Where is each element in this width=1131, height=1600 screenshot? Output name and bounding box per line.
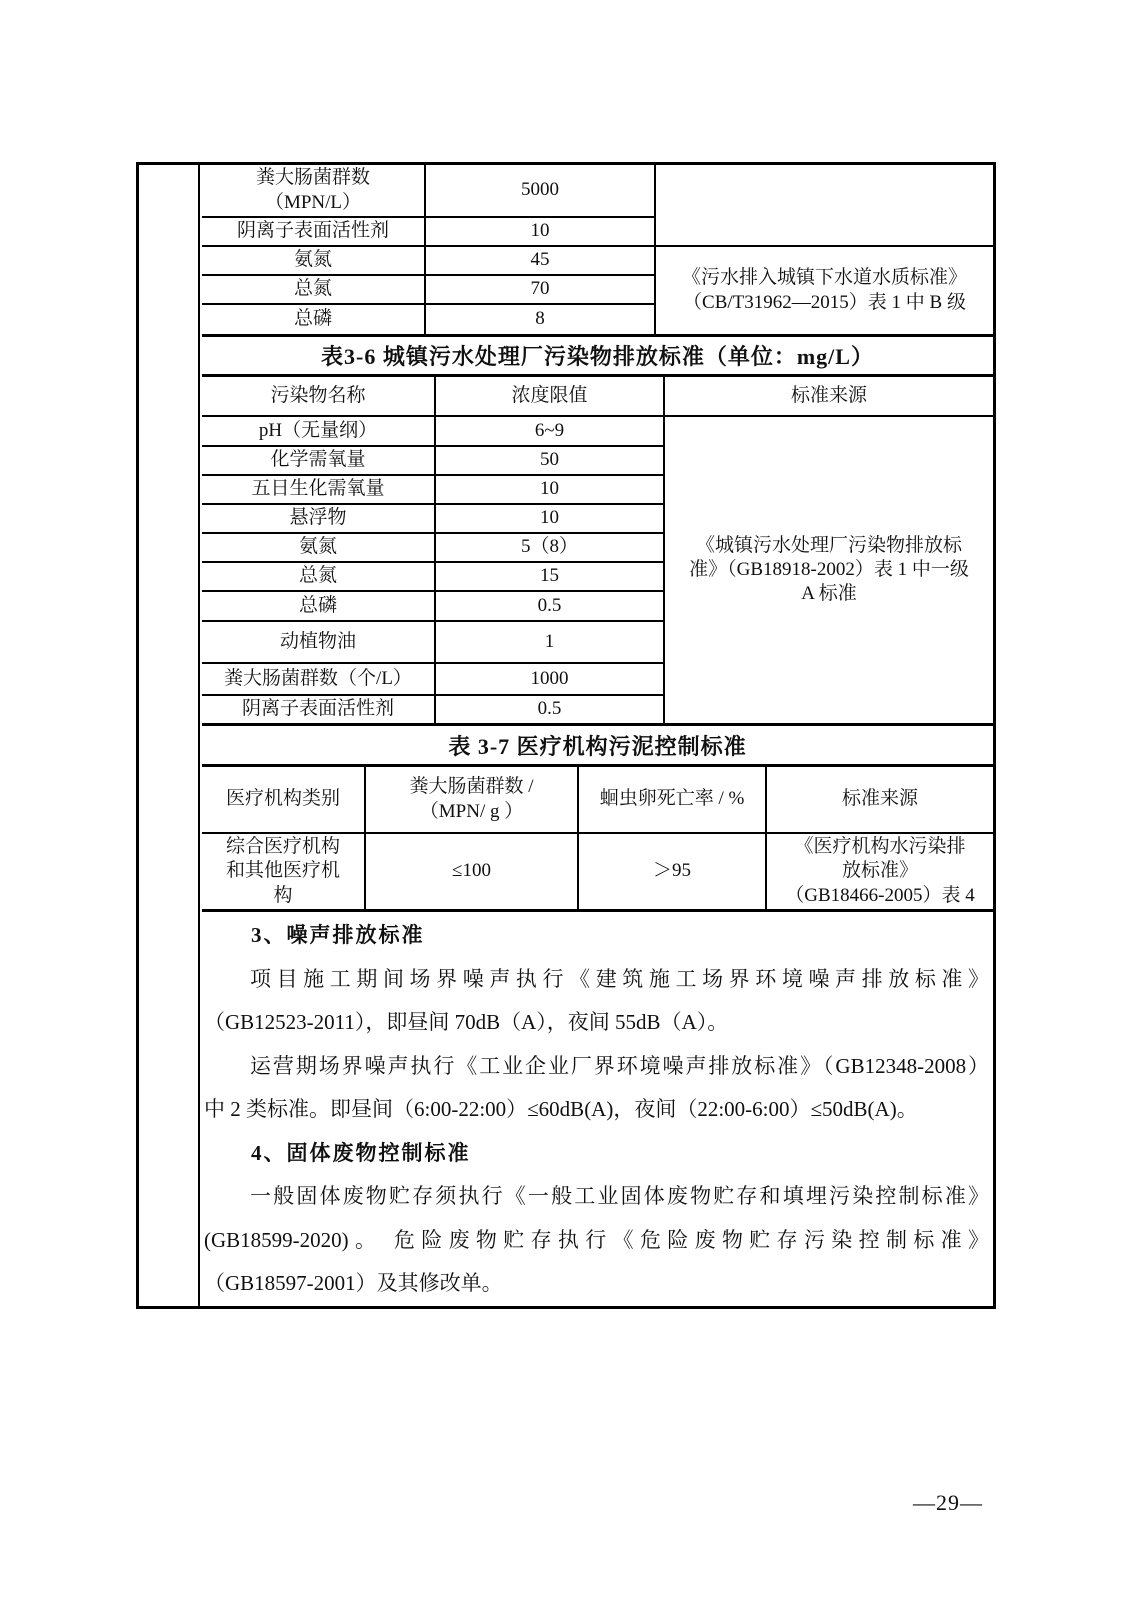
column-header-coliform <box>365 767 578 833</box>
limit-value-cell: 0.5 <box>435 591 664 621</box>
limit-value-cell: 70 <box>425 275 655 304</box>
source-line: 《医疗机构水污染排 <box>794 836 966 858</box>
column-header-limit: 浓度限值 <box>435 377 664 416</box>
limit-value-cell: 5（8） <box>435 533 664 562</box>
column-header-pollutant: 污染物名称 <box>202 377 435 416</box>
source-line: （GB18466-2005）表 4 <box>785 884 975 906</box>
body-line: （GB12523-2011），即昼间 70dB（A），夜间 55dB（A）。 <box>204 1010 729 1034</box>
pollutant-name-cell <box>202 165 425 217</box>
header-line: （MPN/ g ） <box>419 800 524 822</box>
pollutant-name-cell: 化学需氧量 <box>202 446 435 475</box>
standard-source-cell <box>664 416 993 723</box>
limit-value-cell: 1000 <box>435 663 664 695</box>
column-header-ascaris: 蛔虫卵死亡率 / % <box>578 767 766 833</box>
pollutant-name-line: 粪大肠菌群数 <box>255 167 370 189</box>
limit-value-cell: 15 <box>435 562 664 591</box>
form-content <box>202 165 993 1306</box>
body-line: 项目施工期间场界噪声执行《建筑施工场界环境噪声排放标准》 <box>250 966 989 991</box>
header-line: 粪大肠菌群数 / <box>409 776 534 798</box>
source-line: 《城镇污水处理厂污染物排放标 <box>695 534 962 556</box>
pollutant-name-cell: 总氮 <box>202 562 435 591</box>
limit-value-cell: 10 <box>435 504 664 533</box>
pollutant-name-cell: 阴离子表面活性剂 <box>202 695 435 723</box>
pollutant-name-cell: 动植物油 <box>202 621 435 663</box>
pollutant-name-cell: 阴离子表面活性剂 <box>202 217 425 246</box>
limit-value-cell: 8 <box>425 304 655 334</box>
standard-source-cell <box>766 833 993 909</box>
body-line: 一般固体废物贮存须执行《一般工业固体废物贮存和填埋污染控制标准》 <box>250 1184 989 1208</box>
limit-value-cell: 50 <box>435 446 664 475</box>
limit-value-cell: 6~9 <box>435 416 664 446</box>
pollutant-name-cell: 总氮 <box>202 275 425 304</box>
table-3-7 <box>202 767 993 909</box>
source-line: A 标准 <box>801 583 857 605</box>
limit-value-cell: 5000 <box>425 165 655 217</box>
coliform-limit-cell: ≤100 <box>365 833 578 909</box>
column-header-source: 标准来源 <box>664 377 993 416</box>
pollutant-name-cell: pH（无量纲） <box>202 416 435 446</box>
source-line: 准》（GB18918-2002）表 1 中一级 <box>689 558 969 580</box>
institution-category-cell <box>202 833 365 909</box>
limit-value-cell: 0.5 <box>435 695 664 723</box>
ascaris-limit-cell: ＞95 <box>578 833 766 909</box>
pollutant-name-cell: 氨氮 <box>202 533 435 562</box>
table-3-6-title: 表3-6 城镇污水处理厂污染物排放标准（单位：mg/L） <box>202 334 993 377</box>
pollutant-unit-line: （MPN/L） <box>264 191 362 213</box>
source-line: 《污水排入城镇下水道水质标准》 <box>681 267 967 289</box>
pollutant-name-cell: 总磷 <box>202 304 425 334</box>
limit-value-cell: 1 <box>435 621 664 663</box>
source-line: 放标准》 <box>841 860 918 882</box>
column-header-category: 医疗机构类别 <box>202 767 365 833</box>
pollutant-name-cell: 氨氮 <box>202 246 425 275</box>
category-line: 和其他医疗机 <box>225 860 340 882</box>
form-border <box>136 162 996 1309</box>
table-3-6 <box>202 377 993 723</box>
table-3-7-title: 表 3-7 医疗机构污泥控制标准 <box>202 723 993 767</box>
source-line: （CB/T31962—2015）表 1 中 B 级 <box>683 291 966 313</box>
category-line: 构 <box>273 884 293 906</box>
column-header-source: 标准来源 <box>766 767 993 833</box>
pollutant-name-cell: 粪大肠菌群数（个/L） <box>202 663 435 695</box>
limit-value-cell: 45 <box>425 246 655 275</box>
standards-text-section <box>202 909 993 1306</box>
form-label-column <box>139 165 200 1306</box>
page-number: —29— <box>913 1490 983 1515</box>
pollutant-name-cell: 五日生化需氧量 <box>202 475 435 504</box>
category-line: 综合医疗机构 <box>225 836 340 858</box>
pollutant-name-cell: 总磷 <box>202 591 435 621</box>
standard-source-empty-cell <box>655 165 993 246</box>
continued-wastewater-standards-table <box>202 165 993 334</box>
body-line: 运营期场界噪声执行《工业企业厂界环境噪声排放标准》（GB12348-2008） <box>250 1053 989 1078</box>
section-heading-noise: 3、噪声排放标准 <box>251 923 425 947</box>
limit-value-cell: 10 <box>425 217 655 246</box>
body-line: (GB18599-2020)。 危险废物贮存执行《危险废物贮存污染控制标准》 <box>204 1227 989 1252</box>
standard-source-cell <box>655 246 993 334</box>
limit-value-cell: 10 <box>435 475 664 504</box>
pollutant-name-cell: 悬浮物 <box>202 504 435 533</box>
body-line: （GB18597-2001）及其修改单。 <box>204 1271 503 1295</box>
body-line: 中 2 类标准。即昼间（6:00-22:00）≤60dB(A)，夜间（22:00-6:00）≤50dB(A)。 <box>204 1097 918 1121</box>
section-heading-solid-waste: 4、固体废物控制标准 <box>251 1140 471 1165</box>
